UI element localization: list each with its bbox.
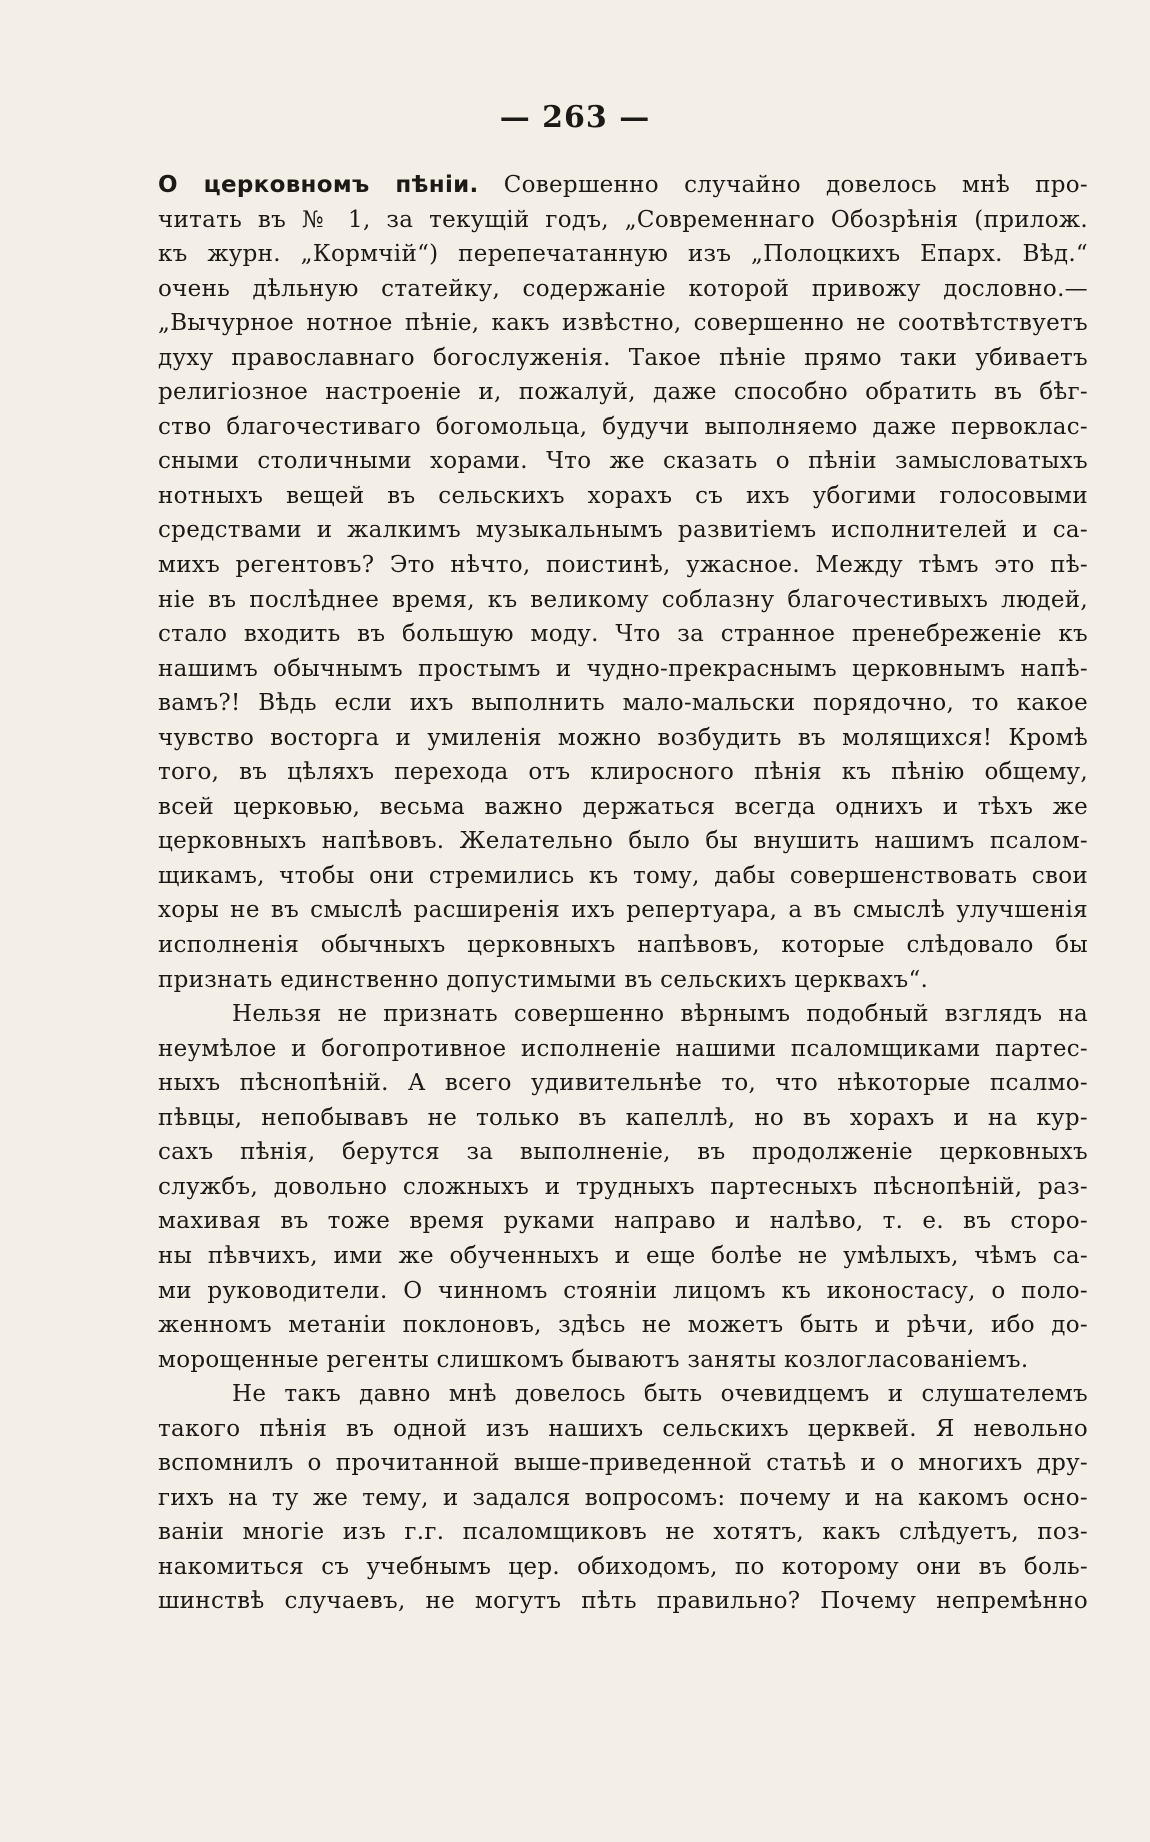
text-line: духу православнаго богослуженія. Такое пѣніе прямо таки убиваетъ xyxy=(158,344,1088,371)
text-line: ваніи многіе изъ г.г. псаломщиковъ не хотятъ, какъ слѣдуетъ, поз- xyxy=(158,1519,1088,1546)
text-line: сными столичными хорами. Что же сказать о пѣніи замысловатыхъ xyxy=(158,448,1088,475)
text-line xyxy=(158,168,1088,203)
text-line: вамъ?! Вѣдь если ихъ выполнить мало-мальски порядочно, то какое xyxy=(158,690,1088,717)
text-line: исполненія обычныхъ церковныхъ напѣвовъ, которые слѣдовало бы xyxy=(158,932,1088,959)
text-line: щикамъ, чтобы они стремились къ тому, дабы совершенствовать свои xyxy=(158,862,1088,889)
text-line: ство благочестиваго богомольца, будучи выполняемо даже первоклас- xyxy=(158,413,1088,440)
text-line: шинствѣ случаевъ, не могутъ пѣть правильно? Почему непремѣнно xyxy=(158,1588,1088,1615)
text-line: Не такъ давно мнѣ довелось быть очевидцемъ и слушателемъ xyxy=(232,1381,1088,1408)
text-line: „Вычурное нотное пѣніе, какъ извѣстно, совершенно не соотвѣтствуетъ xyxy=(158,310,1088,337)
text-line: ми руководители. О чинномъ стояніи лицомъ къ иконостасу, о поло- xyxy=(158,1277,1088,1304)
text-line: стало входить въ большую моду. Что за странное пренебреженіе къ xyxy=(158,621,1088,648)
text-line: ныхъ пѣснопѣній. А всего удивительнѣе то, что нѣкоторые псалмо- xyxy=(158,1070,1088,1097)
text-line: хоры не въ смыслѣ расширенія ихъ репертуара, а въ смыслѣ улучшенія xyxy=(158,897,1088,924)
text-line: ніе въ послѣднее время, къ великому соблазну благочестивыхъ людей, xyxy=(158,586,1088,613)
text-line: ны пѣвчихъ, ими же обученныхъ и еще болѣе не умѣлыхъ, чѣмъ са- xyxy=(158,1242,1088,1269)
text-line: михъ регентовъ? Это нѣчто, поистинѣ, ужасное. Между тѣмъ это пѣ- xyxy=(158,552,1088,579)
text-line-fragment: Совершенно случайно довелось мнѣ про- xyxy=(478,172,1088,198)
text-line: накомиться съ учебнымъ цер. обиходомъ, по которому они въ боль- xyxy=(158,1553,1088,1580)
text-line: читать въ № 1, за текущій годъ, „Современнаго Обозрѣнія (прилож. xyxy=(158,206,1088,233)
text-line: сахъ пѣнія, берутся за выполненіе, въ продолженіе церковныхъ xyxy=(158,1139,1088,1166)
page-number: — 263 — xyxy=(499,100,651,135)
text-line: вспомнилъ о прочитанной выше-приведенной статьѣ и о многихъ дру- xyxy=(158,1450,1088,1477)
text-line: признать единственно допустимыми въ сельскихъ церквахъ“. xyxy=(158,966,929,993)
text-line: къ журн. „Кормчій“) перепечатанную изъ „Полоцкихъ Епарх. Вѣд.“ xyxy=(158,241,1088,268)
text-line: Нельзя не признать совершенно вѣрнымъ подобный взглядъ на xyxy=(232,1001,1088,1028)
text-line: пѣвцы, непобывавъ не только въ капеллѣ, но въ хорахъ и на кур- xyxy=(158,1104,1088,1131)
text-line: службъ, довольно сложныхъ и трудныхъ партесныхъ пѣснопѣній, раз- xyxy=(158,1173,1088,1200)
text-line: нашимъ обычнымъ простымъ и чудно-прекраснымъ церковнымъ напѣ- xyxy=(158,655,1088,682)
text-line: махивая въ тоже время руками направо и налѣво, т. е. въ сторо- xyxy=(158,1208,1088,1235)
text-line: того, въ цѣляхъ перехода отъ клиросного пѣнія къ пѣнію общему, xyxy=(158,759,1088,786)
text-line: женномъ метаніи поклоновъ, здѣсь не можетъ быть и рѣчи, ибо до- xyxy=(158,1312,1088,1339)
text-line: религіозное настроеніе и, пожалуй, даже способно обратить въ бѣг- xyxy=(158,379,1088,406)
article-body xyxy=(158,168,1088,1619)
text-line: морощенные регенты слишкомъ бываютъ заняты козлогласованіемъ. xyxy=(158,1346,1029,1373)
article-heading: О церковномъ пѣніи. xyxy=(158,172,479,198)
text-line: неумѣлое и богопротивное исполненіе нашими псаломщиками партес- xyxy=(158,1035,1088,1062)
text-line: церковныхъ напѣвовъ. Желательно было бы внушить нашимъ псалом- xyxy=(158,828,1088,855)
text-line: всей церковью, весьма важно держаться всегда однихъ и тѣхъ же xyxy=(158,793,1088,820)
text-line: нотныхъ вещей въ сельскихъ хорахъ съ ихъ убогими голосовыми xyxy=(158,482,1088,509)
text-line: гихъ на ту же тему, и задался вопросомъ: почему и на какомъ осно- xyxy=(158,1484,1088,1511)
text-line: такого пѣнія въ одной изъ нашихъ сельскихъ церквей. Я невольно xyxy=(158,1415,1088,1442)
text-line: средствами и жалкимъ музыкальнымъ развитіемъ исполнителей и са- xyxy=(158,517,1088,544)
text-line: очень дѣльную статейку, содержаніе которой привожу дословно.— xyxy=(158,275,1088,302)
text-line: чувство восторга и умиленія можно возбудить въ молящихся! Кромѣ xyxy=(158,724,1088,751)
